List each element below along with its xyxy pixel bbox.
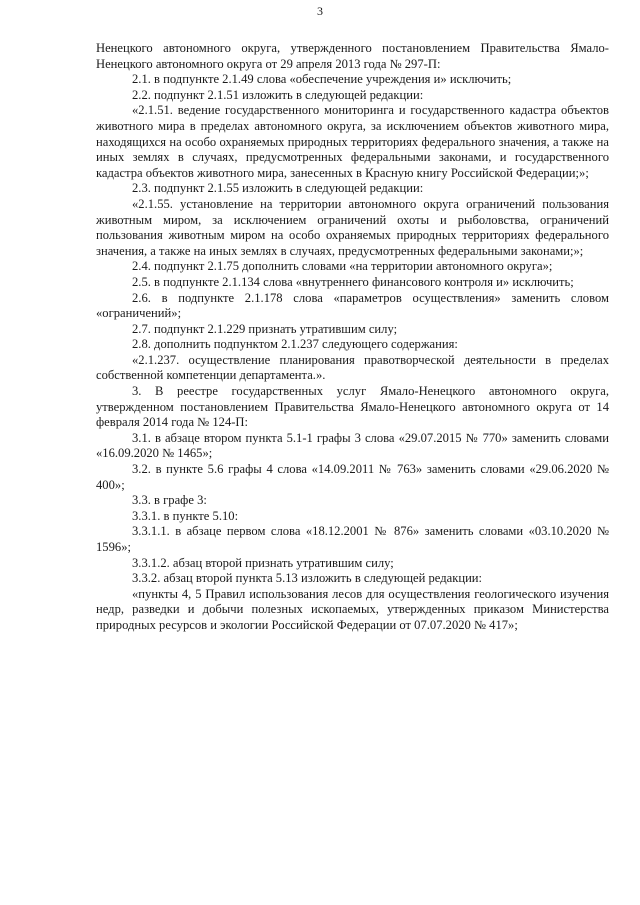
paragraph: 2.6. в подпункте 2.1.178 слова «параметров осуществления» заменить словом «ограничений»;: [96, 290, 609, 321]
paragraph: «пункты 4, 5 Правил использования лесов для осуществления геологического изучения недр, разведки и добычи полезных ископаемых, утвержденных приказом Министерства природных ресурсов и экологии Российской Федерации от 07.07.2020 № 417»;: [96, 586, 609, 632]
document-body: [96, 41, 609, 634]
paragraph: 3.3.2. абзац второй пункта 5.13 изложить в следующей редакции:: [132, 571, 483, 586]
paragraph: 3.3.1. в пункте 5.10:: [132, 508, 239, 523]
paragraph: 2.7. подпункт 2.1.229 признать утратившим силу;: [132, 321, 398, 336]
paragraph: «2.1.237. осуществление планирования правотворческой деятельности в пределах собственной компетенции департамента.».: [96, 352, 609, 383]
paragraph: 2.2. подпункт 2.1.51 изложить в следующей редакции:: [132, 87, 424, 102]
paragraph: 3.3.1.2. абзац второй признать утратившим силу;: [132, 555, 394, 570]
paragraph: 3.1. в абзаце втором пункта 5.1-1 графы 3 слова «29.07.2015 № 770» заменить словами «16.09.2020 № 1465»;: [96, 430, 609, 461]
paragraph: 2.5. в подпункте 2.1.134 слова «внутреннего финансового контроля и» исключить;: [132, 274, 574, 289]
paragraph: 2.1. в подпункте 2.1.49 слова «обеспечение учреждения и» исключить;: [132, 72, 512, 87]
paragraph: 3. В реестре государственных услуг Ямало-Ненецкого автономного округа, утвержденном постановлением Правительства Ямало-Ненецкого автономного округа от 14 февраля 2014 года № 124-П:: [96, 384, 609, 430]
paragraph: 2.4. подпункт 2.1.75 дополнить словами «на территории автономного округа»;: [132, 259, 553, 274]
paragraph: «2.1.55. установление на территории автономного округа ограничений пользования животным миром, за исключением ограничений охоты и рыболовства, ограничений пользования животным миром на особо охраняемых природных территориях федерального значения, а также на иных землях в случаях, предусмотренных федеральными законами;»;: [96, 196, 609, 258]
paragraph: 3.3.1.1. в абзаце первом слова «18.12.2001 № 876» заменить словами «03.10.2020 № 1596»;: [96, 524, 609, 554]
paragraph: 3.3. в графе 3:: [132, 493, 207, 508]
paragraph: 2.3. подпункт 2.1.55 изложить в следующей редакции:: [132, 181, 424, 196]
paragraph: Ненецкого автономного округа, утвержденного постановлением Правительства Ямало-Ненецкого автономного округа от 29 апреля 2013 года № 297-П:: [96, 41, 609, 71]
paragraph: «2.1.51. ведение государственного мониторинга и государственного кадастра объектов животного мира в пределах автономного округа, за исключением объектов животного мира, находящихся на особо охраняемых природных территориях федерального значения, а также на иных землях в случаях, предусмотренных федеральными законами, и государственного кадастра объектов животного мира, занесенных в Красную книгу Российской Федерации;»;: [96, 103, 609, 180]
paragraph: 3.2. в пункте 5.6 графы 4 слова «14.09.2011 № 763» заменить словами «29.06.2020 № 400»;: [96, 462, 609, 492]
paragraph: 2.8. дополнить подпунктом 2.1.237 следующего содержания:: [132, 337, 458, 352]
page-number: 3: [317, 4, 323, 18]
